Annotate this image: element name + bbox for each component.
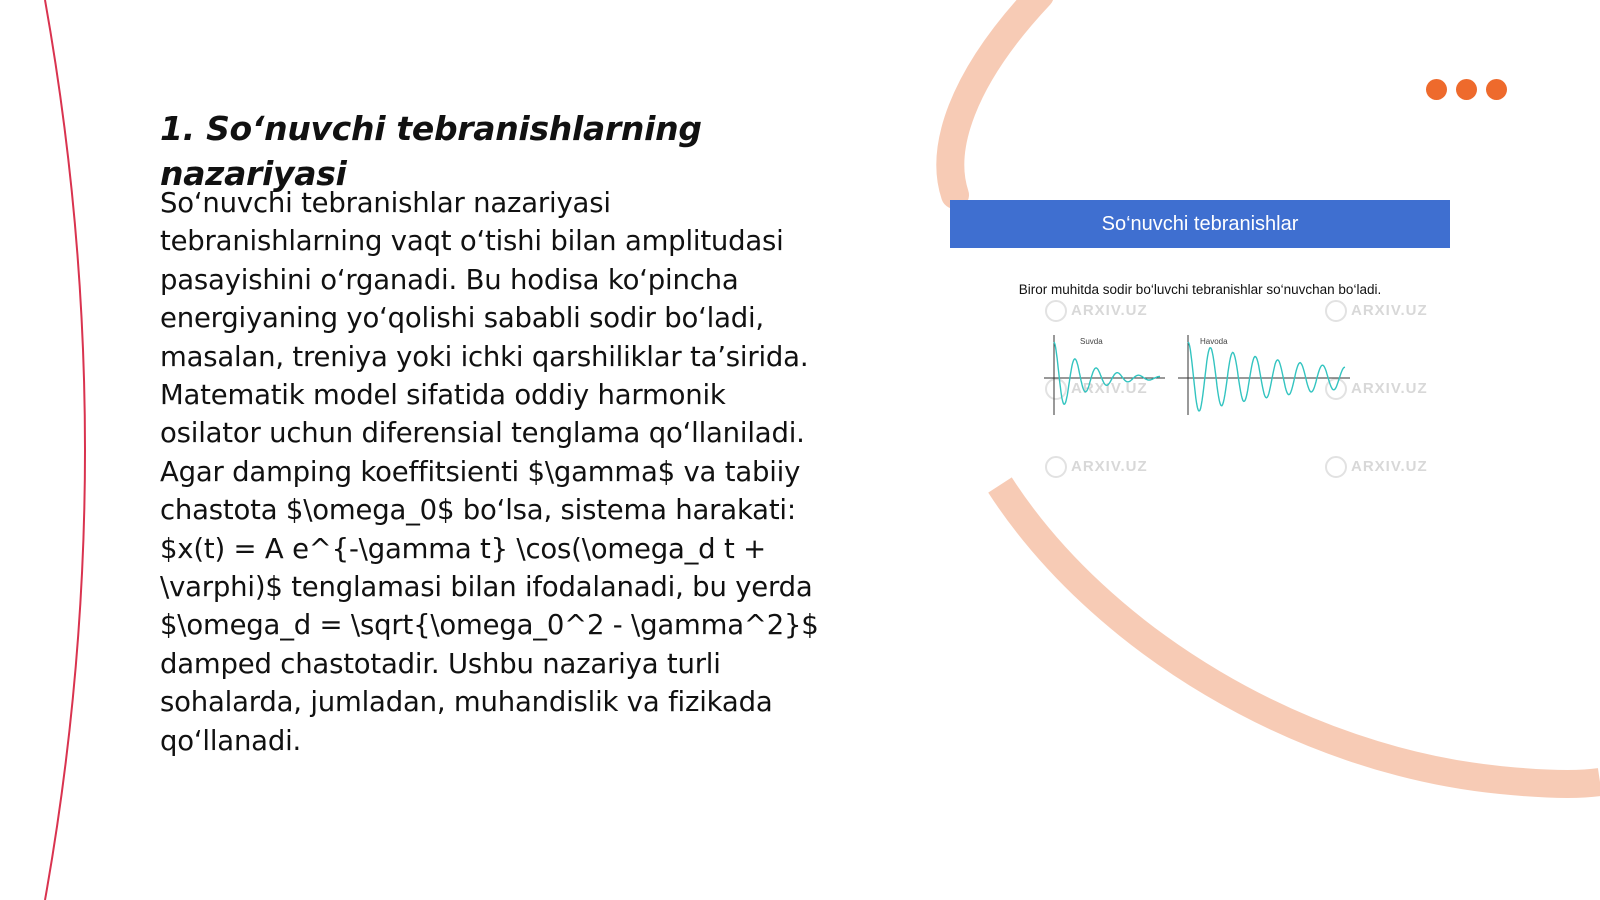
left-damped-wave — [1054, 342, 1160, 404]
dot-1 — [1426, 79, 1447, 100]
damped-wave-plots — [1040, 330, 1360, 430]
orange-arc-lower — [1000, 485, 1600, 784]
slide-body-text: So‘nuvchi tebranishlar nazariyasi tebranishlarning vaqt o‘tishi bilan amplitudasi pasayishini o‘rganadi. Bu hodisa ko‘pincha energiyaning yo‘qolishi sababli sodir bo‘ladi, masalan, treniya yoki ichki qarshiliklar ta’sirida. Matematik model sifatida oddiy harmonik osilator uchun diferensial tenglama qo‘llaniladi. Agar damping koeffitsienti $\gamma$ va tabiiy chastota $\omega_0$ bo‘lsa, sistema harakati: $x(t) = A e^{-\gamma t} \cos(\omega_d t + \varphi)$ tenglamasi bilan ifodalanadi, bu yerda $\omega_d = \sqrt{\omega_0^2 - \gamma^2}$ damped chastotadir. Ushbu nazariya turli sohalarda, jumladan, muhandislik va fizikada qo‘llanadi. — [160, 187, 819, 757]
watermark: ARXIV.UZ — [1045, 300, 1148, 322]
orange-arc-upper — [950, 0, 1040, 195]
watermark: ARXIV.UZ — [1325, 378, 1428, 400]
right-plot-label: Havoda — [1200, 337, 1228, 346]
decorative-dots — [1426, 79, 1507, 100]
watermark: ARXIV.UZ — [1045, 378, 1148, 400]
right-damped-wave — [1188, 342, 1345, 411]
watermark: ARXIV.UZ — [1325, 300, 1428, 322]
dot-3 — [1486, 79, 1507, 100]
slide-title: 1. So‘nuvchi tebranishlarning nazariyasi — [160, 109, 702, 193]
watermark: ARXIV.UZ — [1325, 456, 1428, 478]
oscillation-figure — [950, 200, 1450, 500]
dot-2 — [1456, 79, 1477, 100]
left-red-curve — [45, 0, 85, 900]
watermark: ARXIV.UZ — [1045, 456, 1148, 478]
left-plot-label: Suvda — [1080, 337, 1103, 346]
figure-header: So‘nuvchi tebranishlar — [950, 200, 1450, 248]
figure-caption: Biror muhitda sodir bo‘luvchi tebranishlar so‘nuvchan bo‘ladi. — [1018, 282, 1382, 297]
